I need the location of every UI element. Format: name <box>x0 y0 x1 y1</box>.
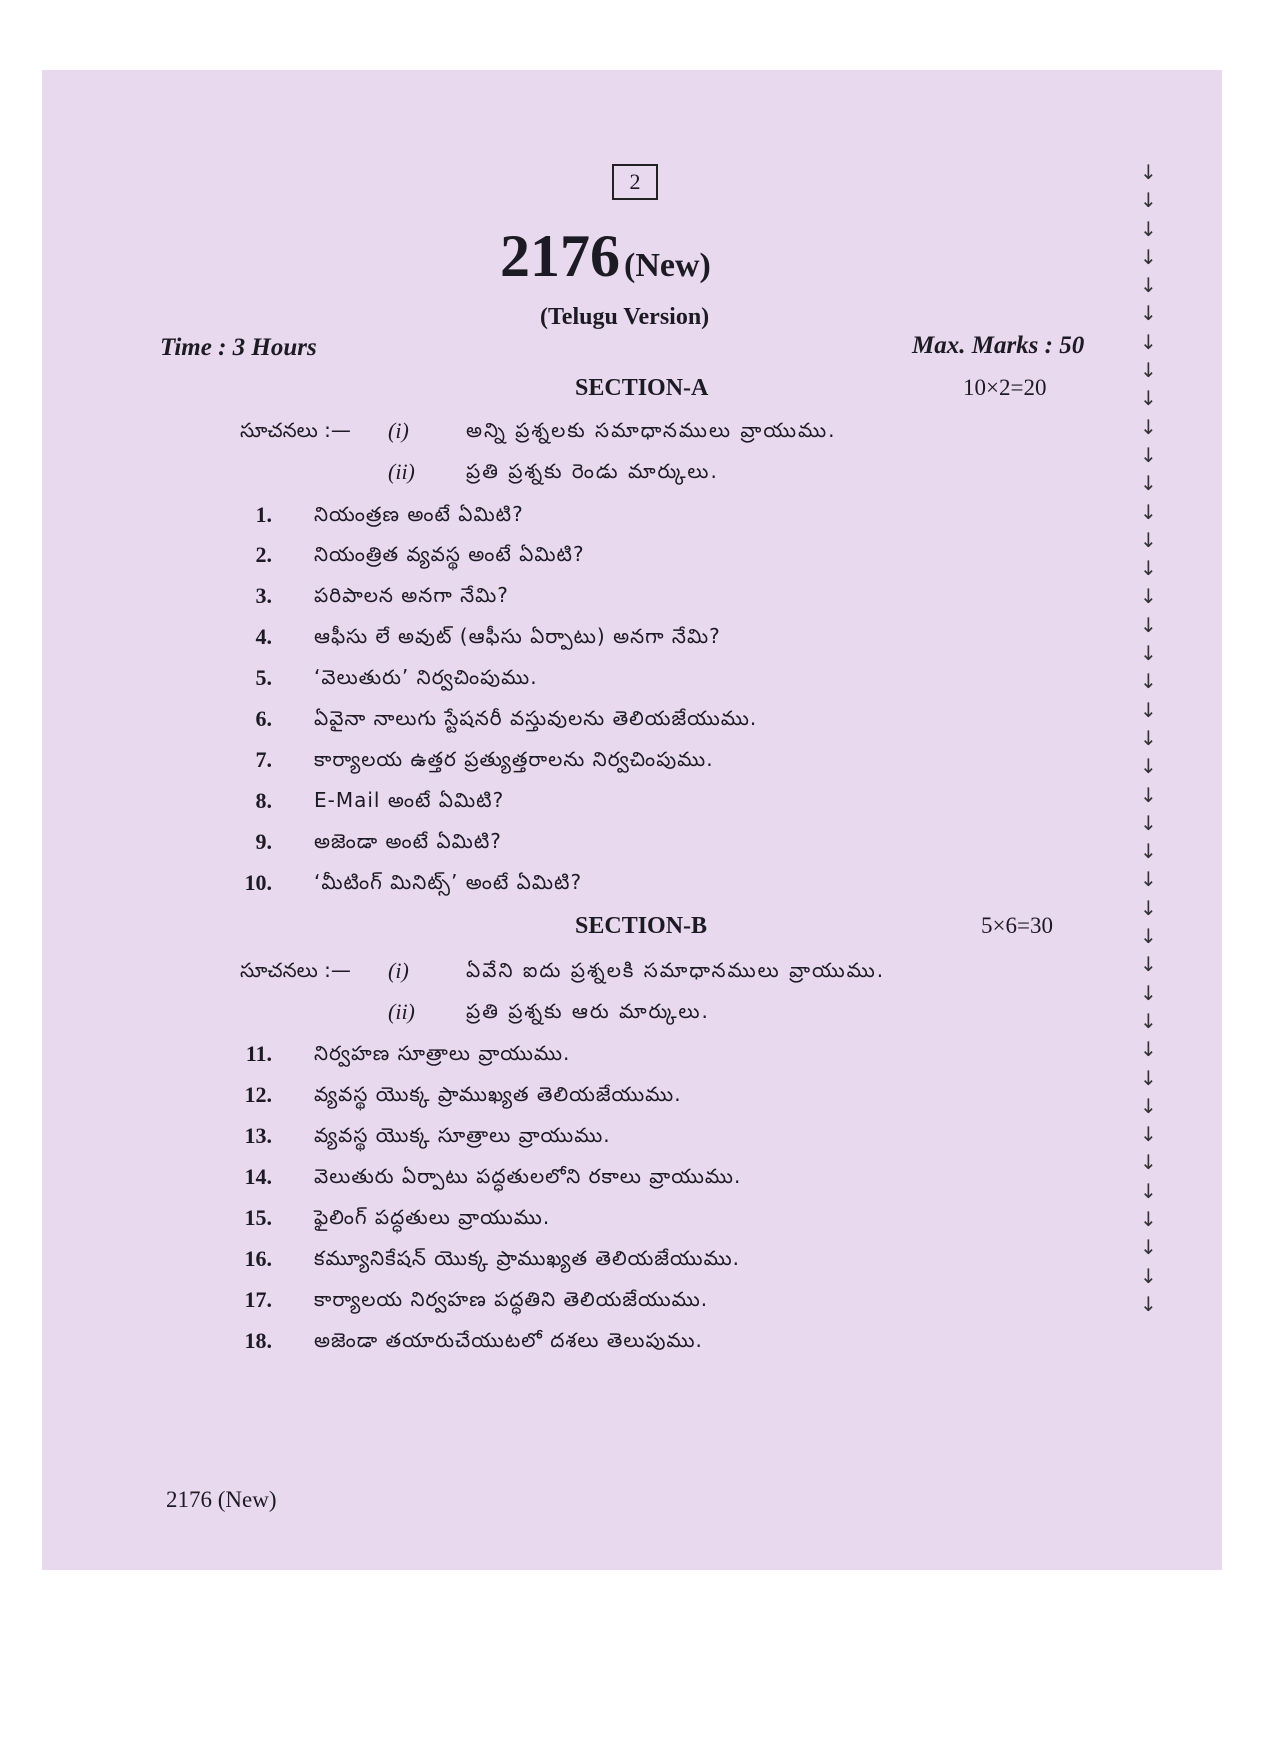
paper-code-suffix: (New) <box>624 247 711 284</box>
margin-arrow-icon: ↓ <box>1140 612 1157 637</box>
margin-arrow-icon: ↓ <box>1140 641 1157 666</box>
question-text: ఆఫీసు లే అవుట్ (ఆఫీసు ఏర్పాటు) అనగా నేమి? <box>314 624 721 648</box>
margin-arrow-icon: ↓ <box>1140 442 1157 467</box>
question-number: 18. <box>244 1328 272 1353</box>
margin-arrow-icon: ↓ <box>1140 1122 1157 1147</box>
question-number: 12. <box>244 1082 272 1107</box>
question-text: నిర్వహణ సూత్రాలు వ్రాయుము. <box>314 1041 571 1065</box>
margin-arrow-icon: ↓ <box>1140 924 1157 949</box>
question-number: 4. <box>255 624 272 649</box>
section-b-title: SECTION-B <box>575 913 708 939</box>
margin-arrow-icon: ↓ <box>1140 1206 1157 1231</box>
margin-arrow-icon: ↓ <box>1140 1150 1157 1175</box>
question-number: 13. <box>244 1123 272 1148</box>
question-number: 10. <box>244 870 272 895</box>
question-text: కమ్యూనికేషన్ యొక్క ప్రాముఖ్యత తెలియజేయుము. <box>314 1246 741 1270</box>
question-number: 6. <box>255 706 272 731</box>
section-b-marks: 5×6=30 <box>981 913 1053 938</box>
margin-arrow-icon: ↓ <box>1140 1008 1157 1033</box>
margin-arrow-icon: ↓ <box>1140 782 1157 807</box>
instruction-text: ప్రతి ప్రశ్నకు రెండు మార్కులు. <box>466 459 719 483</box>
footer-paper-code: 2176 (New) <box>166 1487 277 1512</box>
question-text: పరిపాలన అనగా నేమి? <box>314 583 509 607</box>
question-number: 16. <box>244 1246 272 1271</box>
question-text: ఫైలింగ్ పద్ధతులు వ్రాయుము. <box>314 1205 551 1229</box>
margin-arrow-icon: ↓ <box>1140 301 1157 326</box>
margin-arrow-icon: ↓ <box>1140 386 1157 411</box>
instruction-text: ప్రతి ప్రశ్నకు ఆరు మార్కులు. <box>466 999 710 1023</box>
question-number: 9. <box>255 829 272 854</box>
margin-arrow-icon: ↓ <box>1140 1291 1157 1316</box>
question-text: వ్యవస్థ యొక్క సూత్రాలు వ్రాయుము. <box>314 1123 611 1147</box>
max-marks-label: Max. Marks : 50 <box>912 332 1085 359</box>
margin-arrow-icon: ↓ <box>1140 414 1157 439</box>
margin-arrow-icon: ↓ <box>1140 867 1157 892</box>
margin-arrow-icon: ↓ <box>1140 556 1157 581</box>
margin-arrow-icon: ↓ <box>1140 754 1157 779</box>
margin-arrow-icon: ↓ <box>1140 839 1157 864</box>
instruction-marker: (i) <box>388 418 409 443</box>
margin-arrow-icon: ↓ <box>1140 499 1157 524</box>
margin-arrow-icon: ↓ <box>1140 329 1157 354</box>
paper-code <box>500 222 711 291</box>
section-b-instructions-label: సూచనలు :— <box>240 958 351 982</box>
margin-arrow-icon: ↓ <box>1140 160 1157 184</box>
question-number: 17. <box>244 1287 272 1312</box>
instruction-text: అన్ని ప్రశ్నలకు సమాధానములు వ్రాయుము. <box>466 418 837 442</box>
margin-arrow-icon: ↓ <box>1140 810 1157 835</box>
question-text: E-Mail అంటే ఏమిటి? <box>314 788 505 812</box>
question-text: కార్యాలయ ఉత్తర ప్రత్యుత్తరాలను నిర్వచింపుము. <box>314 747 714 771</box>
question-text: వ్యవస్థ యొక్క ప్రాముఖ్యత తెలియజేయుము. <box>314 1082 682 1106</box>
margin-arrow-icon: ↓ <box>1140 188 1157 213</box>
margin-arrow-icon: ↓ <box>1140 1263 1157 1288</box>
question-text: ‘వెలుతురు’ నిర్వచింపుము. <box>314 665 538 689</box>
question-text: నియంత్రిత వ్యవస్థ అంటే ఏమిటి? <box>314 542 585 566</box>
question-number: 7. <box>255 747 272 772</box>
paper-code-number: 2176 <box>500 223 620 289</box>
question-text: ఏవైనా నాలుగు స్టేషనరీ వస్తువులను తెలియజేయుము. <box>314 706 758 730</box>
question-text: కార్యాలయ నిర్వహణ పద్ధతిని తెలియజేయుము. <box>314 1287 709 1311</box>
question-number: 14. <box>244 1164 272 1189</box>
margin-arrow-icon: ↓ <box>1140 669 1157 694</box>
margin-arrow-icon: ↓ <box>1140 273 1157 298</box>
margin-arrow-icon: ↓ <box>1140 1037 1157 1062</box>
margin-arrow-icon: ↓ <box>1140 1235 1157 1260</box>
question-text: వెలుతురు ఏర్పాటు పద్ధతులలోని రకాలు వ్రాయుము. <box>314 1164 742 1188</box>
question-text: అజెండా అంటే ఏమిటి? <box>314 829 502 853</box>
instruction-marker: (ii) <box>388 999 415 1024</box>
margin-arrow-icon: ↓ <box>1140 216 1157 241</box>
question-text: నియంత్రణ అంటే ఏమిటి? <box>314 502 524 526</box>
question-number: 5. <box>255 665 272 690</box>
margin-arrow-icon: ↓ <box>1140 584 1157 609</box>
question-number: 11. <box>245 1041 272 1066</box>
margin-arrow-icon: ↓ <box>1140 1093 1157 1118</box>
margin-arrow-icon: ↓ <box>1140 527 1157 552</box>
question-number: 15. <box>244 1205 272 1230</box>
page-number-box: 2 <box>612 164 658 200</box>
margin-arrow-icon: ↓ <box>1140 471 1157 496</box>
margin-arrow-icon: ↓ <box>1140 952 1157 977</box>
instruction-marker: (ii) <box>388 459 415 484</box>
margin-arrow-icon: ↓ <box>1140 358 1157 383</box>
instruction-marker: (i) <box>388 958 409 983</box>
margin-arrow-icon: ↓ <box>1140 697 1157 722</box>
margin-arrow-icon: ↓ <box>1140 895 1157 920</box>
question-number: 3. <box>255 583 272 608</box>
question-text: ‘మీటింగ్ మినిట్స్’ అంటే ఏమిటి? <box>314 870 583 894</box>
margin-arrow-icon: ↓ <box>1140 1065 1157 1090</box>
version-label: (Telugu Version) <box>540 304 710 330</box>
section-a-instructions-label: సూచనలు :— <box>240 418 351 442</box>
question-number: 1. <box>255 502 272 527</box>
margin-arrow-icon: ↓ <box>1140 980 1157 1005</box>
question-text: అజెండా తయారుచేయుటలో దశలు తెలుపుము. <box>314 1328 703 1352</box>
section-a-title: SECTION-A <box>575 375 709 401</box>
margin-arrow-icon: ↓ <box>1140 725 1157 750</box>
question-number: 2. <box>255 542 272 567</box>
section-a-marks: 10×2=20 <box>963 375 1047 400</box>
margin-arrow-icon: ↓ <box>1140 1178 1157 1203</box>
question-number: 8. <box>255 788 272 813</box>
margin-arrow-icon: ↓ <box>1140 244 1157 269</box>
margin-arrow-column <box>1140 158 1164 1318</box>
time-label: Time : 3 Hours <box>160 334 317 361</box>
instruction-text: ఏవేని ఐదు ప్రశ్నలకి సమాధానములు వ్రాయుము. <box>466 958 886 982</box>
